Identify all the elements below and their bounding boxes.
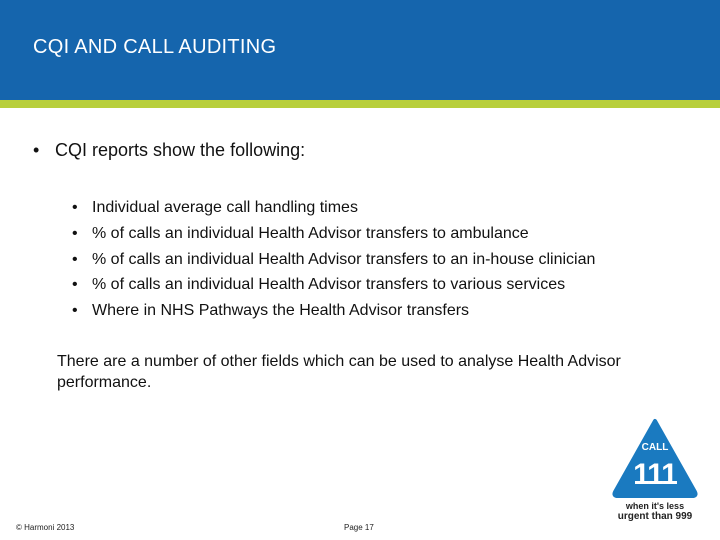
bullet-dot: •	[72, 224, 78, 242]
sub-bullet-text: Individual average call handling times	[92, 199, 358, 216]
footer-page-number: Page 17	[344, 523, 374, 532]
bullet-dot: •	[33, 140, 40, 160]
sub-bullet	[72, 247, 595, 273]
nhs-111-logo	[612, 418, 698, 522]
note-paragraph: There are a number of other fields which can be used to analyse Health Advisor performance.	[57, 353, 621, 391]
logo-number-text: 111	[633, 458, 677, 491]
bullet-dot: •	[72, 276, 78, 294]
sub-bullet	[72, 298, 595, 324]
logo-call-text: CALL	[641, 442, 669, 453]
logo-tagline-1: when it's less	[625, 501, 685, 511]
main-bullet-text: CQI reports show the following:	[55, 140, 306, 160]
sub-bullet-list	[72, 195, 595, 324]
bullet-dot: •	[72, 302, 78, 320]
main-bullet	[33, 140, 305, 161]
header-stripe	[0, 100, 720, 108]
sub-bullet-text: Where in NHS Pathways the Health Advisor transfers	[92, 302, 470, 320]
sub-bullet-text: % of calls an individual Health Advisor transfers to various services	[92, 276, 566, 294]
sub-bullet	[72, 272, 595, 298]
bullet-dot: •	[72, 199, 78, 216]
footer-copyright: © Harmoni 2013	[16, 523, 75, 532]
slide-title: CQI AND CALL AUDITING	[33, 36, 277, 58]
bullet-dot: •	[72, 250, 78, 268]
sub-bullet-text: % of calls an individual Health Advisor transfers to ambulance	[92, 224, 529, 242]
logo-tagline-2: urgent than 999	[617, 511, 693, 522]
sub-bullet-text: % of calls an individual Health Advisor transfers to an in-house clinician	[92, 250, 596, 268]
sub-bullet	[72, 195, 595, 221]
sub-bullet	[72, 221, 595, 247]
